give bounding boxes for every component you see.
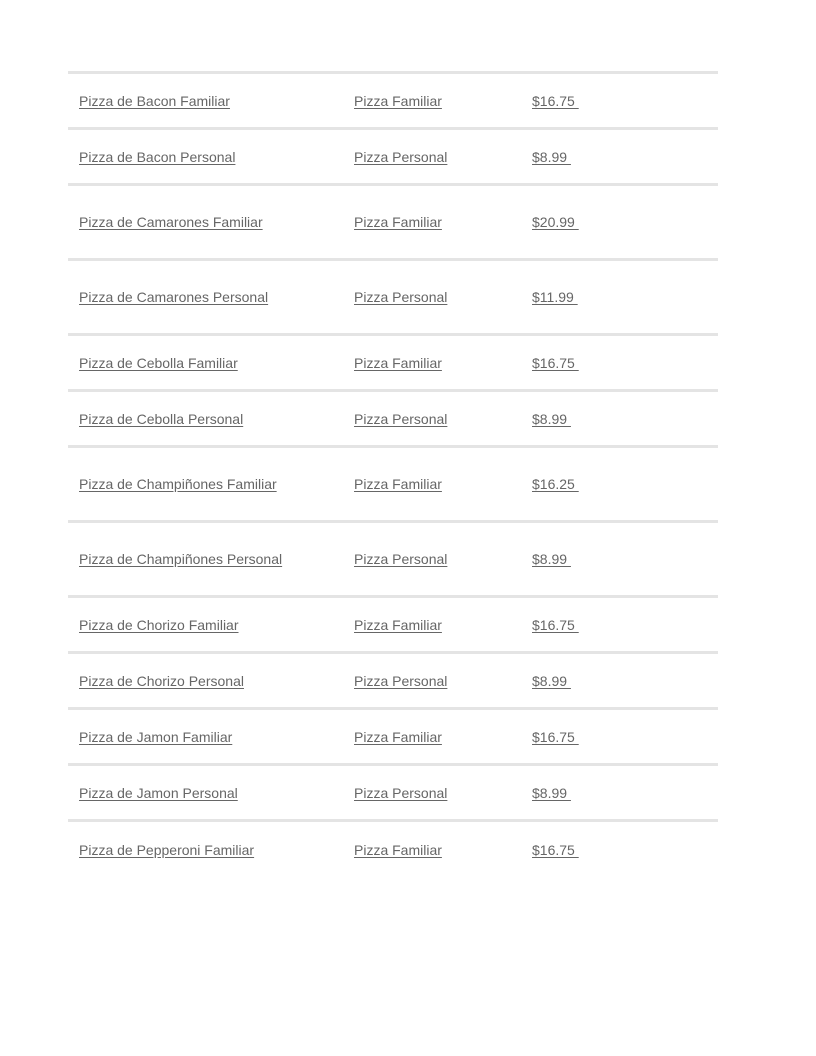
product-price-link[interactable]: $16.75 (532, 842, 579, 858)
table-row (68, 130, 718, 186)
product-name-link[interactable]: Pizza de Camarones Familiar (79, 214, 263, 230)
product-category-link[interactable]: Pizza Personal (354, 410, 448, 427)
product-category-link[interactable]: Pizza Personal (354, 672, 448, 689)
product-price-link[interactable]: $8.99 (532, 784, 571, 801)
table-row (68, 261, 718, 336)
product-name-link[interactable]: Pizza de Jamon Personal (79, 784, 238, 801)
table-row (68, 186, 718, 261)
product-price-link[interactable]: $16.75 (532, 728, 579, 745)
table-row (68, 822, 718, 878)
table-row (68, 654, 718, 710)
product-category-link[interactable]: Pizza Familiar (354, 476, 442, 492)
product-category-link[interactable]: Pizza Familiar (354, 728, 442, 745)
product-name-link[interactable]: Pizza de Bacon Familiar (79, 92, 230, 109)
table-row (68, 74, 718, 130)
product-category-link[interactable]: Pizza Personal (354, 289, 448, 305)
table-row (68, 523, 718, 598)
product-price-link[interactable]: $8.99 (532, 672, 571, 689)
product-category-link[interactable]: Pizza Familiar (354, 214, 442, 230)
product-category-link[interactable]: Pizza Personal (354, 148, 448, 165)
table-row (68, 598, 718, 654)
product-name-link[interactable]: Pizza de Chorizo Personal (79, 672, 244, 689)
product-price-link[interactable]: $20.99 (532, 214, 579, 230)
product-price-link[interactable]: $16.75 (532, 616, 579, 633)
product-name-link[interactable]: Pizza de Chorizo Familiar (79, 616, 239, 633)
product-price-link[interactable]: $8.99 (532, 410, 571, 427)
product-name-link[interactable]: Pizza de Jamon Familiar (79, 728, 233, 745)
product-name-link[interactable]: Pizza de Bacon Personal (79, 148, 236, 165)
product-category-link[interactable]: Pizza Familiar (354, 616, 442, 633)
product-table (68, 71, 718, 878)
product-price-link[interactable]: $16.75 (532, 92, 579, 109)
product-name-link[interactable]: Pizza de Pepperoni Familiar (79, 842, 255, 858)
product-category-link[interactable]: Pizza Personal (354, 784, 448, 801)
product-price-link[interactable]: $8.99 (532, 551, 571, 567)
product-price-link[interactable]: $16.25 (532, 476, 579, 492)
product-price-link[interactable]: $16.75 (532, 354, 579, 371)
product-price-link[interactable]: $8.99 (532, 148, 571, 165)
table-row (68, 392, 718, 448)
table-row (68, 710, 718, 766)
product-category-link[interactable]: Pizza Personal (354, 551, 448, 567)
product-name-link[interactable]: Pizza de Cebolla Personal (79, 410, 244, 427)
product-name-link[interactable]: Pizza de Champiñones Familiar (79, 476, 277, 492)
table-row (68, 336, 718, 392)
product-price-link[interactable]: $11.99 (532, 289, 578, 305)
product-category-link[interactable]: Pizza Familiar (354, 354, 442, 371)
table-row (68, 766, 718, 822)
product-name-link[interactable]: Pizza de Cebolla Familiar (79, 354, 238, 371)
product-name-link[interactable]: Pizza de Champiñones Personal (79, 551, 283, 567)
product-name-link[interactable]: Pizza de Camarones Personal (79, 289, 269, 305)
table-row (68, 448, 718, 523)
product-category-link[interactable]: Pizza Familiar (354, 842, 442, 858)
product-category-link[interactable]: Pizza Familiar (354, 92, 442, 109)
